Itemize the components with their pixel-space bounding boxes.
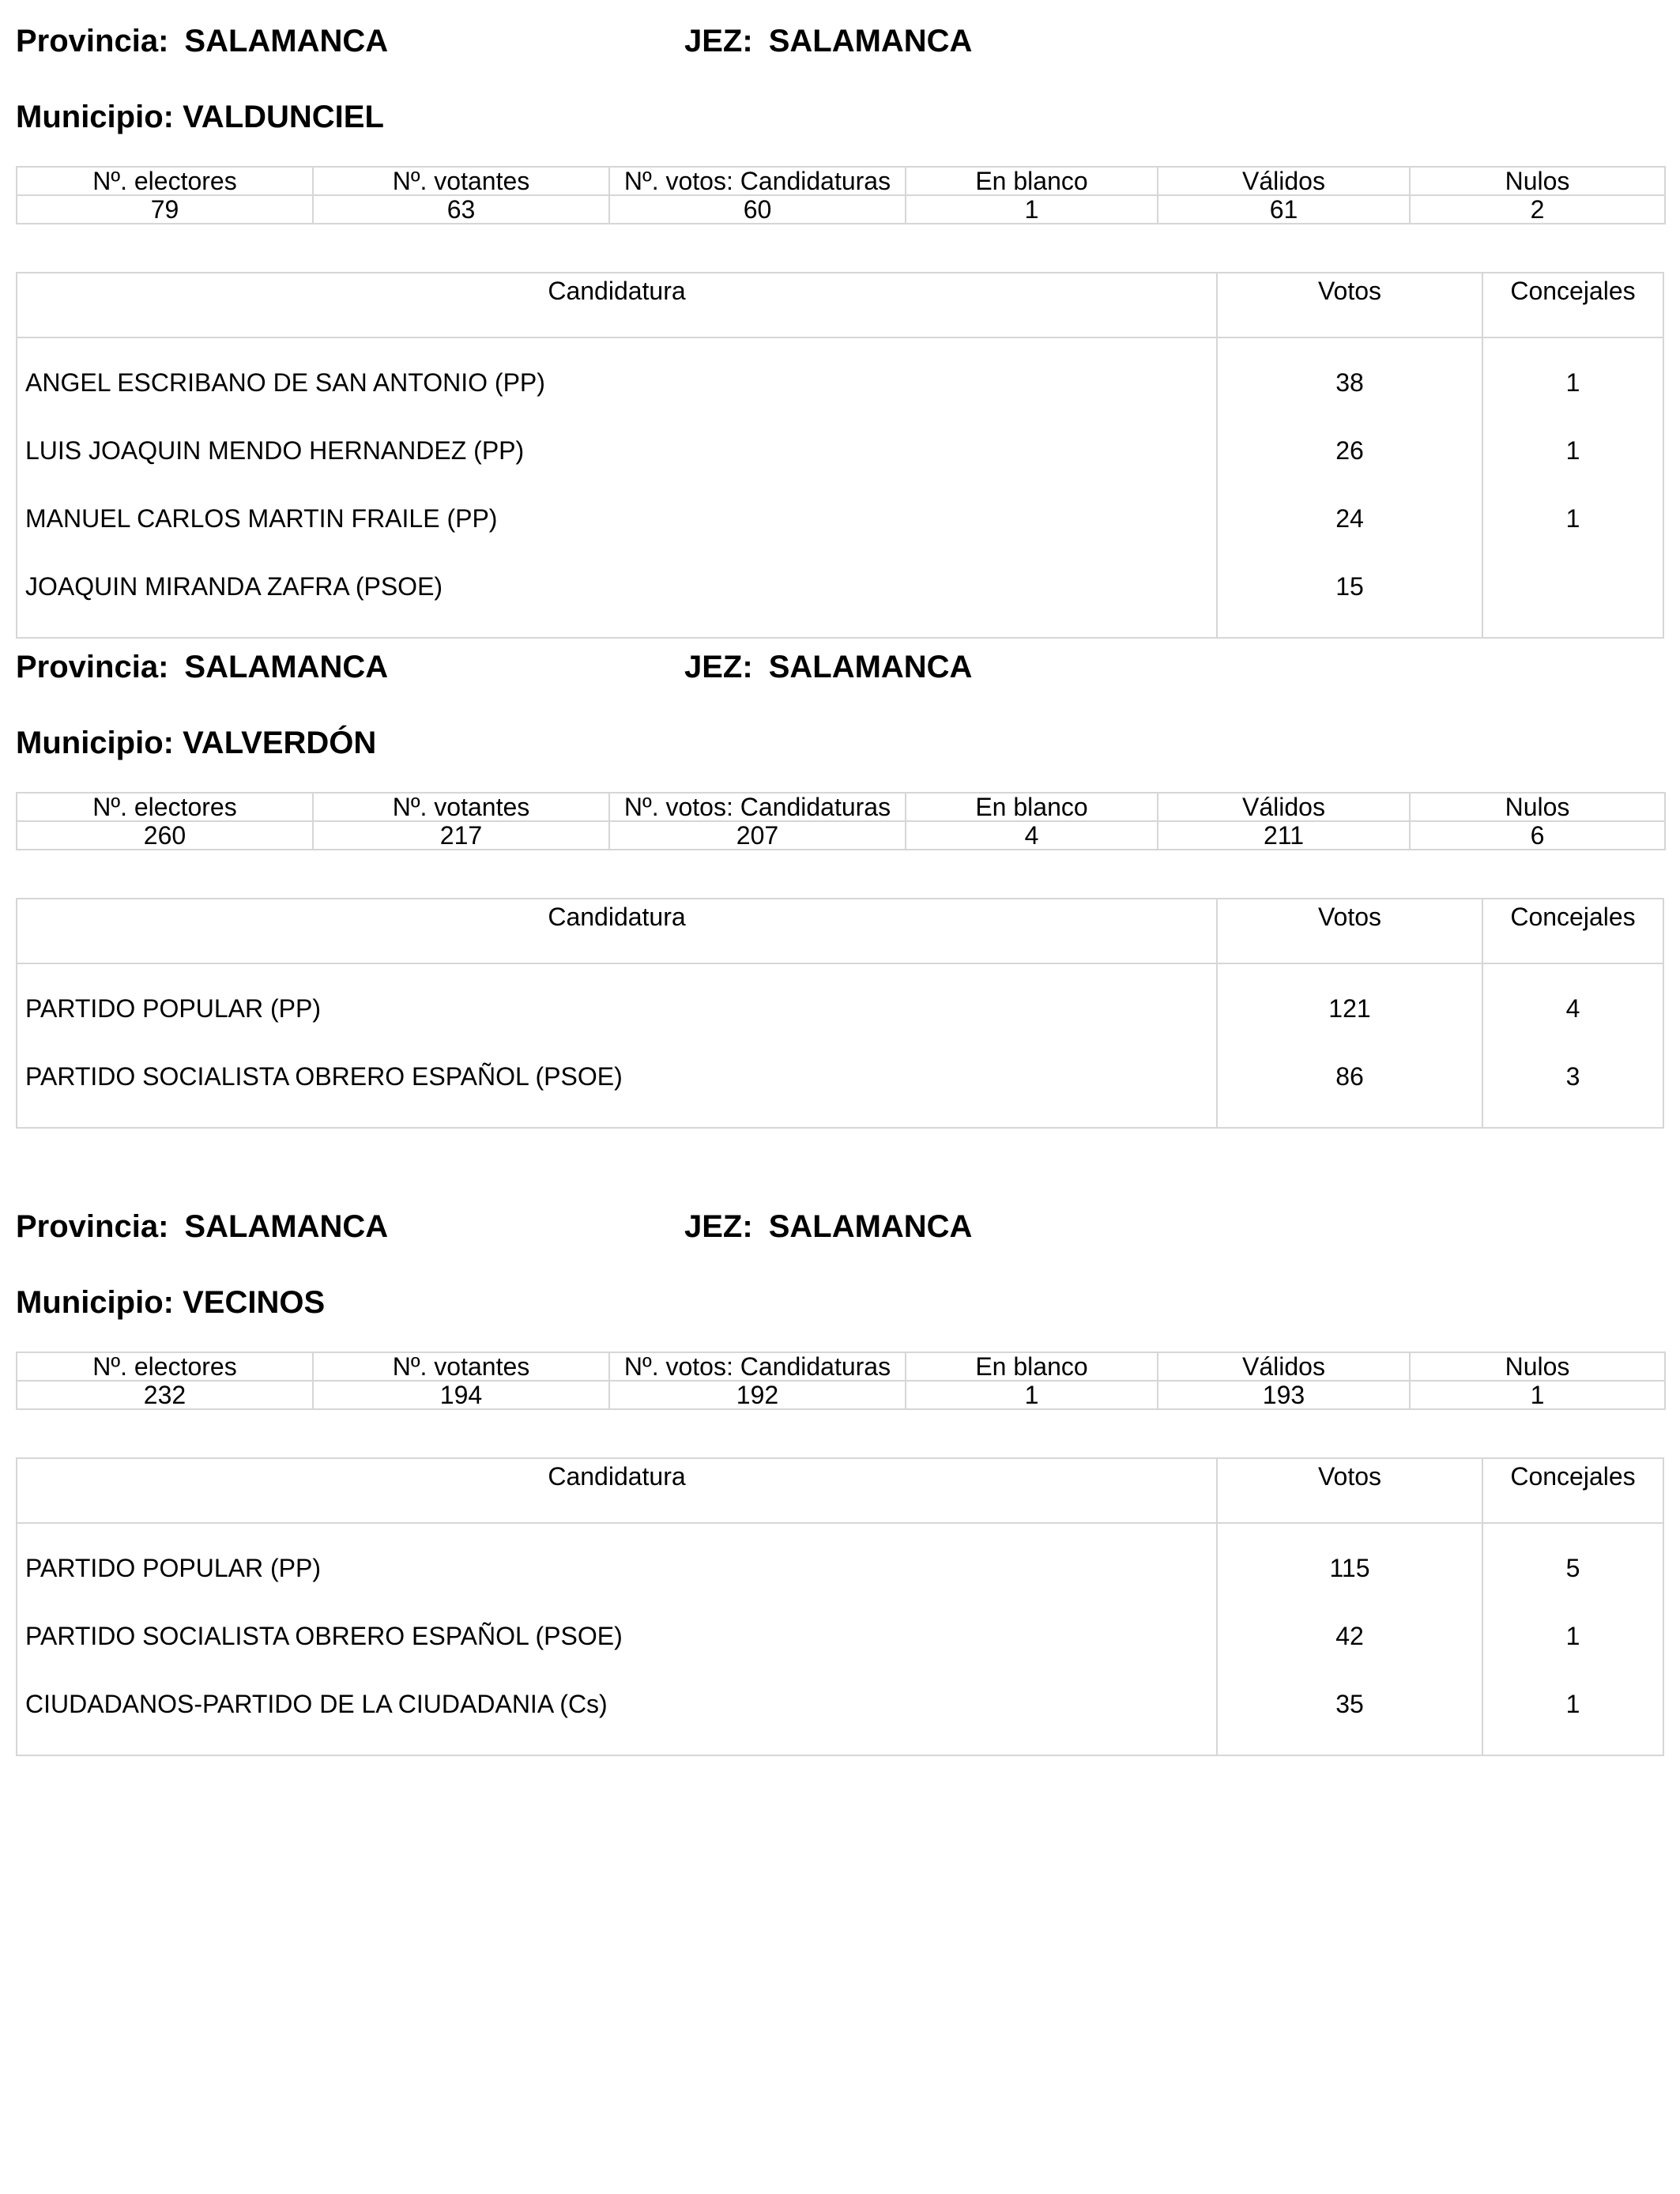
stat-header: Nº. electores (17, 167, 313, 195)
votos-header: Votos (1218, 899, 1483, 963)
candidate-concejales: 1 (1565, 1622, 1580, 1650)
provincia-value: SALAMANCA (184, 650, 389, 684)
stat-header: En blanco (906, 793, 1158, 821)
provincia-heading (16, 1209, 388, 1245)
provincia-heading (16, 24, 388, 59)
concejales-header: Concejales (1510, 1462, 1636, 1491)
stat-value: 4 (906, 821, 1158, 850)
candidate-concejales: 1 (1565, 504, 1580, 533)
stats-table (16, 166, 1666, 224)
stat-value: 1 (906, 195, 1158, 224)
stat-value: 232 (17, 1381, 313, 1409)
candidate-concejales: 3 (1565, 1062, 1580, 1091)
candidates-table (16, 272, 1664, 639)
stat-header: Nº. votantes (313, 167, 609, 195)
candidates-body (17, 964, 1663, 1127)
section-header (16, 1209, 1664, 1257)
stat-value: 260 (17, 821, 313, 850)
stats-table (16, 1351, 1666, 1410)
candidatura-header: Candidatura (17, 273, 1218, 337)
stat-value: 1 (1410, 1381, 1665, 1409)
stats-header-row (17, 1352, 1665, 1381)
candidatura-header: Candidatura (17, 899, 1218, 963)
stat-header: Nulos (1410, 793, 1665, 821)
stat-header: Nº. votos: Candidaturas (609, 793, 906, 821)
candidate-names-column (17, 338, 1218, 637)
stats-value-row (17, 195, 1665, 224)
candidate-name: MANUEL CARLOS MARTIN FRAILE (PP) (25, 504, 498, 533)
provincia-value: SALAMANCA (184, 24, 389, 58)
votos-header: Votos (1218, 1459, 1483, 1522)
stat-header: Nulos (1410, 167, 1665, 195)
section-vecinos (16, 1209, 1664, 1718)
municipio-heading (16, 1285, 325, 1321)
stat-value: 2 (1410, 195, 1665, 224)
candidate-concejales-column (1483, 964, 1663, 1127)
candidates-body (17, 1524, 1663, 1755)
candidate-name: PARTIDO SOCIALISTA OBRERO ESPAÑOL (PSOE) (25, 1622, 623, 1650)
jez-label: JEZ: (684, 1209, 753, 1244)
provincia-value: SALAMANCA (184, 1209, 389, 1244)
candidate-votes: 115 (1329, 1554, 1370, 1582)
stat-value: 192 (609, 1381, 906, 1409)
provincia-label: Provincia: (16, 650, 169, 684)
candidate-votes: 86 (1335, 1062, 1364, 1091)
stat-header: Válidos (1158, 793, 1410, 821)
candidate-names-column (17, 1524, 1218, 1755)
candidates-header-row (17, 273, 1663, 338)
concejales-header: Concejales (1510, 903, 1636, 931)
municipio-heading (16, 100, 384, 135)
stat-value: 217 (313, 821, 609, 850)
candidate-concejales-column (1483, 1524, 1663, 1755)
candidate-concejales: 5 (1565, 1554, 1580, 1582)
candidate-votes: 35 (1335, 1690, 1364, 1718)
stat-value: 60 (609, 195, 906, 224)
section-header (16, 24, 1664, 71)
municipio-label: Municipio: (16, 726, 174, 760)
stat-value: 6 (1410, 821, 1665, 850)
candidate-votes: 38 (1335, 368, 1364, 397)
candidate-concejales: 4 (1565, 994, 1580, 1023)
stat-header: Nº. electores (17, 793, 313, 821)
provincia-label: Provincia: (16, 1209, 169, 1244)
stats-value-row (17, 821, 1665, 850)
jez-value: SALAMANCA (768, 1209, 973, 1244)
municipio-label: Municipio: (16, 1285, 174, 1320)
municipio-heading (16, 726, 376, 761)
provincia-heading (16, 650, 388, 685)
stat-value: 63 (313, 195, 609, 224)
stats-value-row (17, 1381, 1665, 1409)
stats-header-row (17, 793, 1665, 821)
candidates-table (16, 1457, 1664, 1756)
stat-header: Nº. votos: Candidaturas (609, 167, 906, 195)
provincia-label: Provincia: (16, 24, 169, 58)
candidate-names-column (17, 964, 1218, 1127)
votos-header: Votos (1218, 273, 1483, 337)
candidate-votes: 15 (1335, 572, 1364, 601)
stat-header: Válidos (1158, 1352, 1410, 1381)
stat-header: Nº. votantes (313, 793, 609, 821)
candidates-table (16, 898, 1664, 1129)
section-valdunciel (16, 24, 1664, 601)
stat-value: 61 (1158, 195, 1410, 224)
candidate-name: PARTIDO SOCIALISTA OBRERO ESPAÑOL (PSOE) (25, 1062, 623, 1091)
candidates-body (17, 338, 1663, 637)
candidates-header-row (17, 1459, 1663, 1524)
municipio-value: VALVERDÓN (183, 726, 377, 760)
section-valverdon (16, 650, 1664, 1091)
jez-value: SALAMANCA (768, 24, 973, 58)
municipio-label: Municipio: (16, 100, 174, 134)
candidatura-header: Candidatura (17, 1459, 1218, 1522)
candidate-votes-column (1218, 1524, 1483, 1755)
candidates-header-row (17, 899, 1663, 964)
stat-header: En blanco (906, 167, 1158, 195)
stat-value: 1 (906, 1381, 1158, 1409)
municipio-value: VECINOS (183, 1285, 326, 1320)
candidate-votes: 121 (1328, 994, 1371, 1023)
candidate-concejales: 1 (1565, 436, 1580, 465)
stat-header: Nº. electores (17, 1352, 313, 1381)
municipio-value: VALDUNCIEL (183, 100, 384, 134)
jez-heading (684, 24, 972, 59)
candidate-votes: 42 (1335, 1622, 1364, 1650)
candidate-name: PARTIDO POPULAR (PP) (25, 994, 321, 1023)
concejales-header: Concejales (1510, 277, 1636, 305)
candidate-name: PARTIDO POPULAR (PP) (25, 1554, 321, 1582)
candidate-votes-column (1218, 338, 1483, 637)
stat-value: 207 (609, 821, 906, 850)
stat-value: 79 (17, 195, 313, 224)
candidate-concejales (1483, 566, 1663, 634)
candidate-votes-column (1218, 964, 1483, 1127)
jez-label: JEZ: (684, 650, 753, 684)
candidate-name: LUIS JOAQUIN MENDO HERNANDEZ (PP) (25, 436, 525, 465)
stat-header: Nº. votos: Candidaturas (609, 1352, 906, 1381)
stat-value: 193 (1158, 1381, 1410, 1409)
jez-value: SALAMANCA (768, 650, 973, 684)
candidate-concejales: 1 (1565, 1690, 1580, 1718)
candidate-name: ANGEL ESCRIBANO DE SAN ANTONIO (PP) (25, 368, 545, 397)
jez-heading (684, 650, 972, 685)
stat-value: 211 (1158, 821, 1410, 850)
candidate-votes: 26 (1335, 436, 1364, 465)
candidate-concejales: 1 (1565, 368, 1580, 397)
candidate-concejales-column (1483, 338, 1663, 637)
candidate-name: JOAQUIN MIRANDA ZAFRA (PSOE) (25, 572, 443, 601)
stats-header-row (17, 167, 1665, 195)
stat-header: Nº. votantes (313, 1352, 609, 1381)
stats-table (16, 792, 1666, 850)
section-header (16, 650, 1664, 697)
candidate-votes: 24 (1335, 504, 1364, 533)
jez-heading (684, 1209, 972, 1245)
jez-label: JEZ: (684, 24, 753, 58)
stat-header: Válidos (1158, 167, 1410, 195)
stat-value: 194 (313, 1381, 609, 1409)
stat-header: En blanco (906, 1352, 1158, 1381)
candidate-name: CIUDADANOS-PARTIDO DE LA CIUDADANIA (Cs) (25, 1690, 608, 1718)
stat-header: Nulos (1410, 1352, 1665, 1381)
